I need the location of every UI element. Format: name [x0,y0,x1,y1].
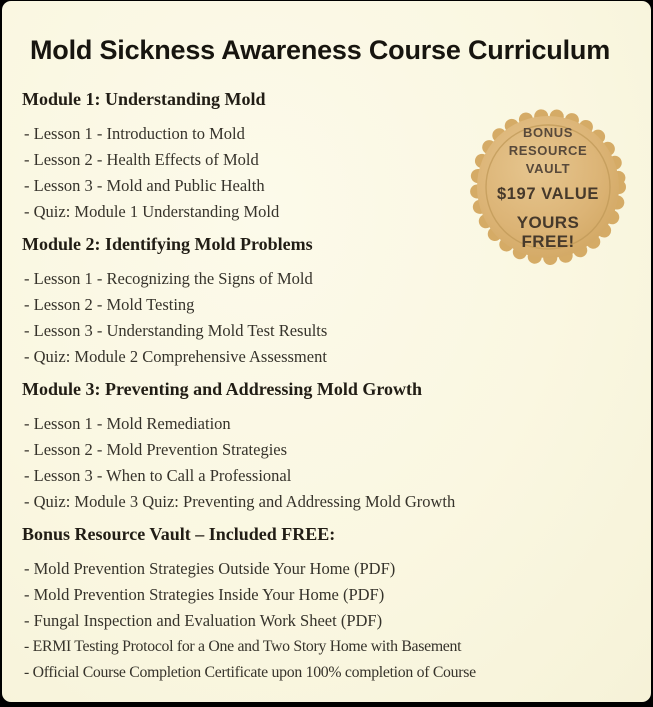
lesson-item: - Lesson 3 - When to Call a Professional [24,466,292,485]
lesson-item: - Lesson 2 - Mold Testing [24,295,195,314]
bonus-item: - Mold Prevention Strategies Inside Your Home (PDF) [24,585,385,604]
bonus-item-list [24,556,627,686]
badge-line-vault: VAULT [525,160,571,176]
lesson-item: - Lesson 2 - Mold Prevention Strategies [24,440,288,459]
quiz-item: - Quiz: Module 1 Understanding Mold [24,202,280,221]
module-2-heading: Module 2: Identifying Mold Problems [22,234,313,254]
bonus-item: - Fungal Inspection and Evaluation Work Sheet (PDF) [24,611,383,630]
lesson-item: - Lesson 2 - Health Effects of Mold [24,150,259,169]
lesson-item: - Lesson 1 - Recognizing the Signs of Mold [24,269,313,288]
module-3-lesson-list [24,411,627,515]
badge-line-resource: RESOURCE [508,142,588,158]
bonus-item: - Official Course Completion Certificate upon 100% completion of Course [24,664,476,681]
bonus-item: - Mold Prevention Strategies Outside Your Home (PDF) [24,559,396,578]
badge-free-line-2: FREE! [521,231,575,251]
lesson-item: - Lesson 1 - Introduction to Mold [24,124,245,143]
quiz-item: - Quiz: Module 3 Quiz: Preventing and Addressing Mold Growth [24,492,456,511]
module-1-heading: Module 1: Understanding Mold [22,89,266,109]
module-3-heading: Module 3: Preventing and Addressing Mold Growth [22,379,423,399]
badge-line-bonus: BONUS [523,124,573,140]
bonus-vault-badge [466,105,630,269]
badge-value: $197 VALUE [497,184,599,203]
badge-text [466,105,630,269]
module-3-section [22,378,627,515]
lesson-item: - Lesson 1 - Mold Remediation [24,414,231,433]
page-title: Mold Sickness Awareness Course Curriculum [30,35,610,65]
module-2-lesson-list [24,266,627,370]
badge-free-block [517,213,579,251]
bonus-section [22,523,627,686]
lesson-item: - Lesson 3 - Mold and Public Health [24,176,265,195]
curriculum-card [2,1,651,702]
quiz-item: - Quiz: Module 2 Comprehensive Assessment [24,347,327,366]
lesson-item: - Lesson 3 - Understanding Mold Test Results [24,321,328,340]
bonus-heading: Bonus Resource Vault – Included FREE: [22,524,336,544]
bonus-item: - ERMI Testing Protocol for a One and Two Story Home with Basement [24,638,462,655]
badge-free-line-1: YOURS [516,212,580,232]
